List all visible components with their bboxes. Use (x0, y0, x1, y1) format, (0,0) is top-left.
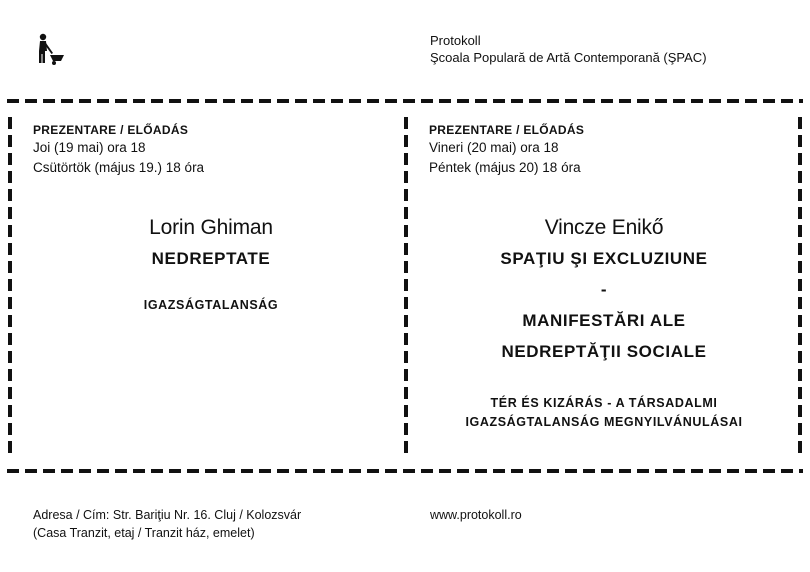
top-dashed-border (7, 99, 803, 103)
worker-with-wheelbarrow-icon (33, 33, 67, 67)
website-link[interactable]: www.protokoll.ro (430, 508, 522, 522)
event-kind: PREZENTARE / ELŐADÁS (33, 123, 189, 137)
event-date-ro: Joi (19 mai) ora 18 (33, 140, 146, 155)
talk-title-line: - (600, 280, 608, 299)
event-panel-right (429, 122, 779, 452)
event-panel-left (33, 122, 389, 452)
speaker-name: Lorin Ghiman (149, 216, 273, 239)
event-date-ro: Vineri (20 mai) ora 18 (429, 140, 559, 155)
event-date-hu: Csütörtök (május 19.) 18 óra (33, 160, 205, 175)
left-dashed-border (8, 117, 12, 457)
event-date-hu: Péntek (május 20) 18 óra (429, 160, 581, 175)
talk-title: NEDREPTATE (151, 249, 271, 268)
speaker-name: Vincze Enikő (544, 216, 664, 239)
address-block (33, 506, 301, 542)
talk-title-line: NEDREPTĂŢII SOCIALE (501, 342, 707, 361)
center-dashed-divider (404, 117, 408, 457)
org-name: Protokoll (430, 33, 481, 48)
talk-subtitle: IGAZSÁGTALANSÁG (143, 298, 279, 312)
talk-subtitle (429, 394, 779, 432)
bottom-dashed-border (7, 469, 803, 473)
right-dashed-border (798, 117, 802, 457)
talk-title-line: MANIFESTĂRI ALE (522, 311, 686, 330)
talk-subtitle-line: TÉR ÉS KIZÁRÁS - A TÁRSADALMI (490, 396, 718, 410)
org-school: Şcoala Populară de Artă Contemporană (ŞPAC) (430, 50, 707, 65)
address-line: Adresa / Cím: Str. Bariţiu Nr. 16. Cluj / Kolozsvár (33, 508, 302, 522)
talk-title-line: SPAŢIU ŞI EXCLUZIUNE (500, 249, 708, 268)
talk-subtitle-line: IGAZSÁGTALANSÁG MEGNYILVÁNULÁSAI (465, 415, 743, 429)
address-line: (Casa Tranzit, etaj / Tranzit ház, emelet) (33, 526, 255, 540)
organization-header (430, 32, 707, 66)
talk-title (429, 243, 779, 367)
event-kind: PREZENTARE / ELŐADÁS (429, 123, 585, 137)
